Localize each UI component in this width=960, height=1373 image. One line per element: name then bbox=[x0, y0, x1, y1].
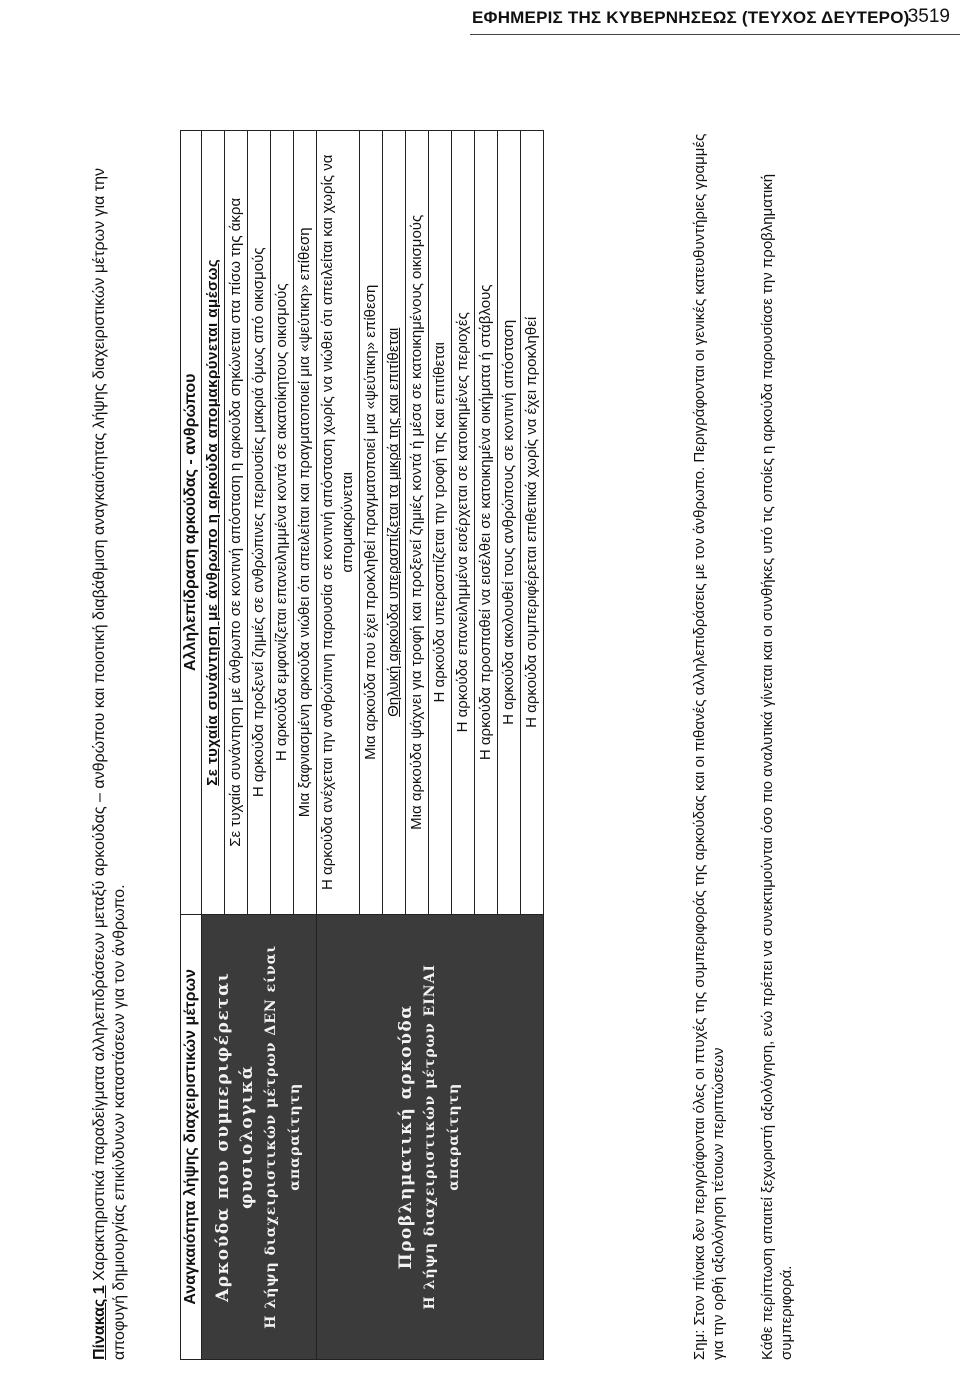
caption-text: Χαρακτηριστικά παραδείγματα αλληλεπιδράσεων μεταξύ αρκούδας – ανθρώπου και ποιοτική διαβάθμιση αναγκαιότητας λήψης διαχειριστικών μέτρων για την αποφυγή δημιουργίας επικίνδυνων καταστάσεων για τον άνθρωπο. bbox=[91, 167, 128, 1360]
table-caption bbox=[90, 120, 130, 1360]
rotated-content bbox=[90, 100, 850, 1360]
table-cell: Μια αρκούδα ψάχνει για τροφή και προξενεί ζημιές κοντά ή μέσα σε κατοικημένους οικισμούς bbox=[406, 131, 429, 915]
table-cell: Μια ξαφνιασμένη αρκούδα νιώθει ότι απειλείται και πραγματοποιεί μια «ψεύτικη» επίθεση bbox=[294, 131, 317, 915]
header-need: Αναγκαιότητα λήψης διαχειριστικών μέτρων bbox=[181, 914, 202, 1359]
table-cell: Σε τυχαία συνάντηση με άνθρωπο η αρκούδα απομακρύνεται αμέσως bbox=[202, 131, 225, 915]
table-cell: Η αρκούδα προσπαθεί να εισέλθει σε κατοικημένα οικήματα ή στάβλους bbox=[475, 131, 498, 915]
table-cell: Μια αρκούδα που έχει προκληθεί πραγματοποιεί μια «ψεύτικη» επίθεση bbox=[360, 131, 383, 915]
table-cell: Σε τυχαία συνάντηση με άνθρωπο σε κοντινή απόσταση η αρκούδα σηκώνεται στα πίσω της άκρα bbox=[225, 131, 248, 915]
table-cell: Η αρκούδα εμφανίζεται επανειλημμένα κοντά σε ακατοίκητους οικισμούς bbox=[271, 131, 294, 915]
header-interaction: Αλληλεπίδραση αρκούδας - ανθρώπου bbox=[181, 131, 202, 915]
group-problem-label bbox=[317, 914, 544, 1359]
table-note: Σημ: Στον πίνακα δεν περιγράφονται όλες οι πτυχές της συμπεριφοράς της αρκούδας και οι πιθανές αλληλεπιδράσεις με τον άνθρωπο. Περιγράφονται οι γενικές κατευθυντήριες γραμμές για την ορθή αξιολόγηση τέτοιων περιπτώσεων bbox=[691, 133, 727, 1360]
assessment-note: Κάθε περίπτωση απαιτεί ξεχωριστή αξιολόγηση, ενώ πρέπει να συνεκτιμούνται όσο πιο αναλυτικά γίνεται και οι συνθήκες υπό τις οποίες η αρκούδα παρουσίασε την προβληματική συμπεριφορά. bbox=[759, 173, 795, 1360]
table-cell: Η αρκούδα ακολουθεί τους ανθρώπους σε κοντινή απόσταση bbox=[498, 131, 521, 915]
table-cell: Η αρκούδα επανειλημμένα εισέρχεται σε κατοικημένες περιοχές bbox=[452, 131, 475, 915]
table-cell: Η αρκούδα προξενεί ζημιές σε ανθρώπινες περιουσίες μακριά όμως από οικισμούς bbox=[248, 131, 271, 915]
header-rule bbox=[470, 34, 960, 35]
group-problem-line1: Προβληματική αρκούδα bbox=[396, 1004, 416, 1270]
table-cell: Θηλυκή αρκούδα υπερασπίζεται τα μικρά της και επιτίθεται bbox=[383, 131, 406, 915]
table-row bbox=[317, 131, 360, 1360]
group-problem-line2: Η λήψη διαχειριστικών μέτρων ΕΙΝΑΙ απαραίτητη bbox=[422, 964, 462, 1310]
group-normal-label bbox=[202, 914, 317, 1359]
group-normal-line1: Αρκούδα που συμπεριφέρεται φυσιολογικά bbox=[213, 971, 257, 1302]
bear-interaction-table bbox=[180, 130, 544, 1360]
page-header bbox=[0, 0, 960, 40]
table-header-row bbox=[181, 131, 202, 1360]
caption-label: Πίνακας 1 bbox=[91, 1285, 108, 1360]
page-number: 3519 bbox=[907, 6, 950, 27]
table-cell: Η αρκούδα ανέχεται την ανθρώπινη παρουσία σε κοντινή απόσταση χωρίς να νιώθει ότι απειλείται και χωρίς να απομακρύνεται bbox=[317, 131, 360, 915]
group-normal-line2: Η λήψη διαχειριστικών μέτρων ΔΕΝ είναι απαραίτητη bbox=[263, 944, 303, 1329]
table-cell: Η αρκούδα συμπεριφέρεται επιθετικά χωρίς να έχει προκληθεί bbox=[521, 131, 544, 915]
table-cell: Η αρκούδα υπερασπίζεται την τροφή της και επιτίθεται bbox=[429, 131, 452, 915]
table-row bbox=[202, 131, 225, 1360]
gazette-title: ΕΦΗΜΕΡΙΣ ΤΗΣ ΚΥΒΕΡΝΗΣΕΩΣ (ΤΕΥΧΟΣ ΔΕΥΤΕΡΟ) bbox=[472, 8, 910, 27]
